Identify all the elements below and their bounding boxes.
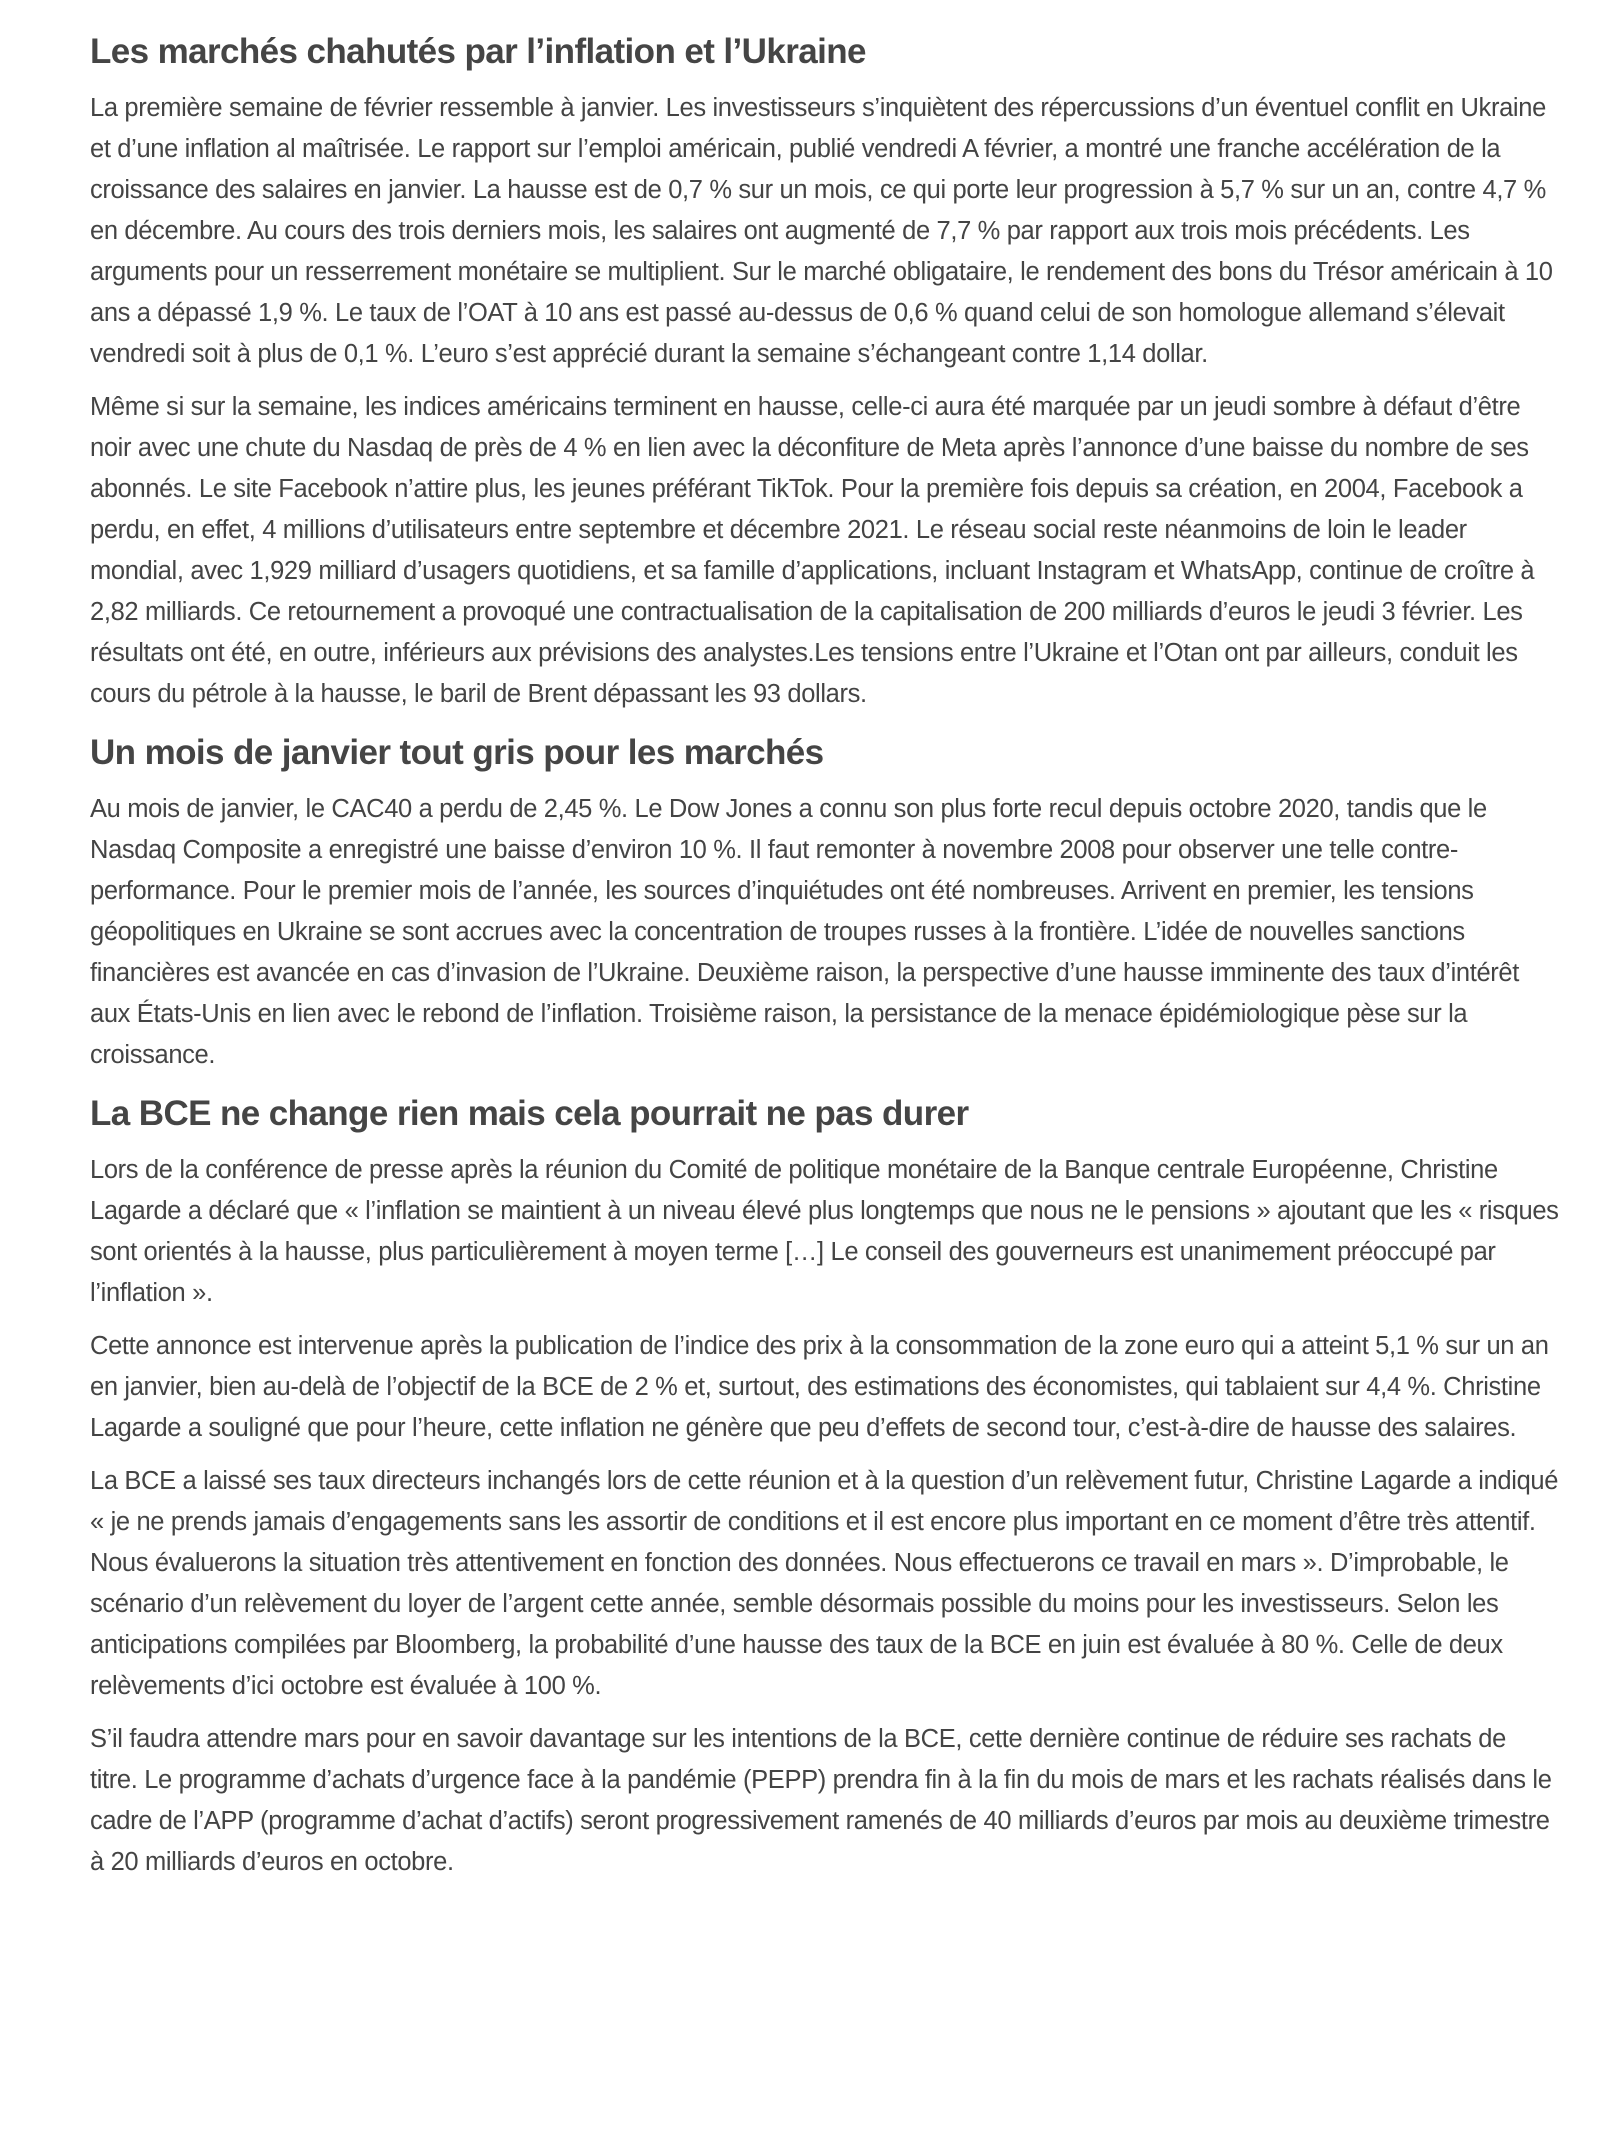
section-january-markets bbox=[90, 727, 1560, 1076]
section-heading: La BCE ne change rien mais cela pourrait ne pas durer bbox=[90, 1094, 969, 1133]
paragraph: Cette annonce est intervenue après la publication de l’indice des prix à la consommation de la zone euro qui a atteint 5,1 % sur un an en janvier, bien au-delà de l’objectif de la BCE de 2 % et, surtout, des estimations des économistes, qui tablaient sur 4,4 %. Christine Lagarde a souligné que pour l’heure, cette inflation ne génère que peu d’effets de second tour, c’est-à-dire de hausse des salaires. bbox=[90, 1332, 1549, 1442]
paragraph: Lors de la conférence de presse après la réunion du Comité de politique monétaire de la Banque centrale Européenne, Christine Lagarde a déclaré que « l’inflation se maintient à un niveau élevé plus longtemps que nous ne le pensions » ajoutant que les « risques sont orientés à la hausse, plus particulièrement à moyen terme […] Le conseil des gouverneurs est unanimement préoccupé par l’inflation ». bbox=[90, 1156, 1559, 1307]
section-inflation-ukraine bbox=[90, 26, 1560, 715]
paragraph: La première semaine de février ressemble à janvier. Les investisseurs s’inquiètent des répercussions d’un éventuel conflit en Ukraine et d’une inflation al maîtrisée. Le rapport sur l’emploi américain, publié vendredi A février, a montré une franche accélération de la croissance des salaires en janvier. La hausse est de 0,7 % sur un mois, ce qui porte leur progression à 5,7 % sur un an, contre 4,7 % en décembre. Au cours des trois derniers mois, les salaires ont augmenté de 7,7 % par rapport aux trois mois précédents. Les arguments pour un resserrement monétaire se multiplient. Sur le marché obligataire, le rendement des bons du Trésor américain à 10 ans a dépassé 1,9 %. Le taux de l’OAT à 10 ans est passé au-dessus de 0,6 % quand celui de son homologue allemand s’élevait vendredi soit à plus de 0,1 %. L’euro s’est apprécié durant la semaine s’échangeant contre 1,14 dollar. bbox=[90, 94, 1553, 368]
section-heading-truncated bbox=[90, 1895, 1560, 1917]
section-next-cut-off bbox=[90, 1895, 1560, 1917]
section-heading: Un mois de janvier tout gris pour les marchés bbox=[90, 733, 824, 772]
section-heading: Les marchés chahutés par l’inflation et l’Ukraine bbox=[90, 32, 866, 71]
paragraph: Même si sur la semaine, les indices américains terminent en hausse, celle-ci aura été marquée par un jeudi sombre à défaut d’être noir avec une chute du Nasdaq de près de 4 % en lien avec la déconfiture de Meta après l’annonce d’une baisse du nombre de ses abonnés. Le site Facebook n’attire plus, les jeunes préférant TikTok. Pour la première fois depuis sa création, en 2004, Facebook a perdu, en effet, 4 millions d’utilisateurs entre septembre et décembre 2021. Le réseau social reste néanmoins de loin le leader mondial, avec 1,929 milliard d’usagers quotidiens, et sa famille d’applications, incluant Instagram et WhatsApp, continue de croître à 2,82 milliards. Ce retournement a provoqué une contractualisation de la capitalisation de 200 milliards d’euros le jeudi 3 février. Les résultats ont été, en outre, inférieurs aux prévisions des analystes.Les tensions entre l’Ukraine et l’Otan ont par ailleurs, conduit les cours du pétrole à la hausse, le baril de Brent dépassant les 93 dollars. bbox=[90, 393, 1535, 708]
article bbox=[90, 26, 1560, 1927]
paragraph: La BCE a laissé ses taux directeurs inchangés lors de cette réunion et à la question d’un relèvement futur, Christine Lagarde a indiqué « je ne prends jamais d’engagements sans les assortir de conditions et il est encore plus important en ce moment d’être très attentif. Nous évaluerons la situation très attentivement en fonction des données. Nous effectuerons ce travail en mars ». D’improbable, le scénario d’un relèvement du loyer de l’argent cette année, semble désormais possible du moins pour les investisseurs. Selon les anticipations compilées par Bloomberg, la probabilité d’une hausse des taux de la BCE en juin est évaluée à 80 %. Celle de deux relèvements d’ici octobre est évaluée à 100 %. bbox=[90, 1467, 1559, 1700]
section-bce bbox=[90, 1088, 1560, 1883]
paragraph: S’il faudra attendre mars pour en savoir davantage sur les intentions de la BCE, cette dernière continue de réduire ses rachats de titre. Le programme d’achats d’urgence face à la pandémie (PEPP) prendra fin à la fin du mois de mars et les rachats réalisés dans le cadre de l’APP (programme d’achat d’actifs) seront progressivement ramenés de 40 milliards d’euros par mois au deuxième trimestre à 20 milliards d’euros en octobre. bbox=[90, 1725, 1552, 1876]
paragraph: Au mois de janvier, le CAC40 a perdu de 2,45 %. Le Dow Jones a connu son plus forte recul depuis octobre 2020, tandis que le Nasdaq Composite a enregistré une baisse d’environ 10 %. Il faut remonter à novembre 2008 pour observer une telle contre-performance. Pour le premier mois de l’année, les sources d’inquiétudes ont été nombreuses. Arrivent en premier, les tensions géopolitiques en Ukraine se sont accrues avec la concentration de troupes russes à la frontière. L’idée de nouvelles sanctions financières est avancée en cas d’invasion de l’Ukraine. Deuxième raison, la perspective d’une hausse imminente des taux d’intérêt aux États-Unis en lien avec le rebond de l’inflation. Troisième raison, la persistance de la menace épidémiologique pèse sur la croissance. bbox=[90, 795, 1519, 1069]
